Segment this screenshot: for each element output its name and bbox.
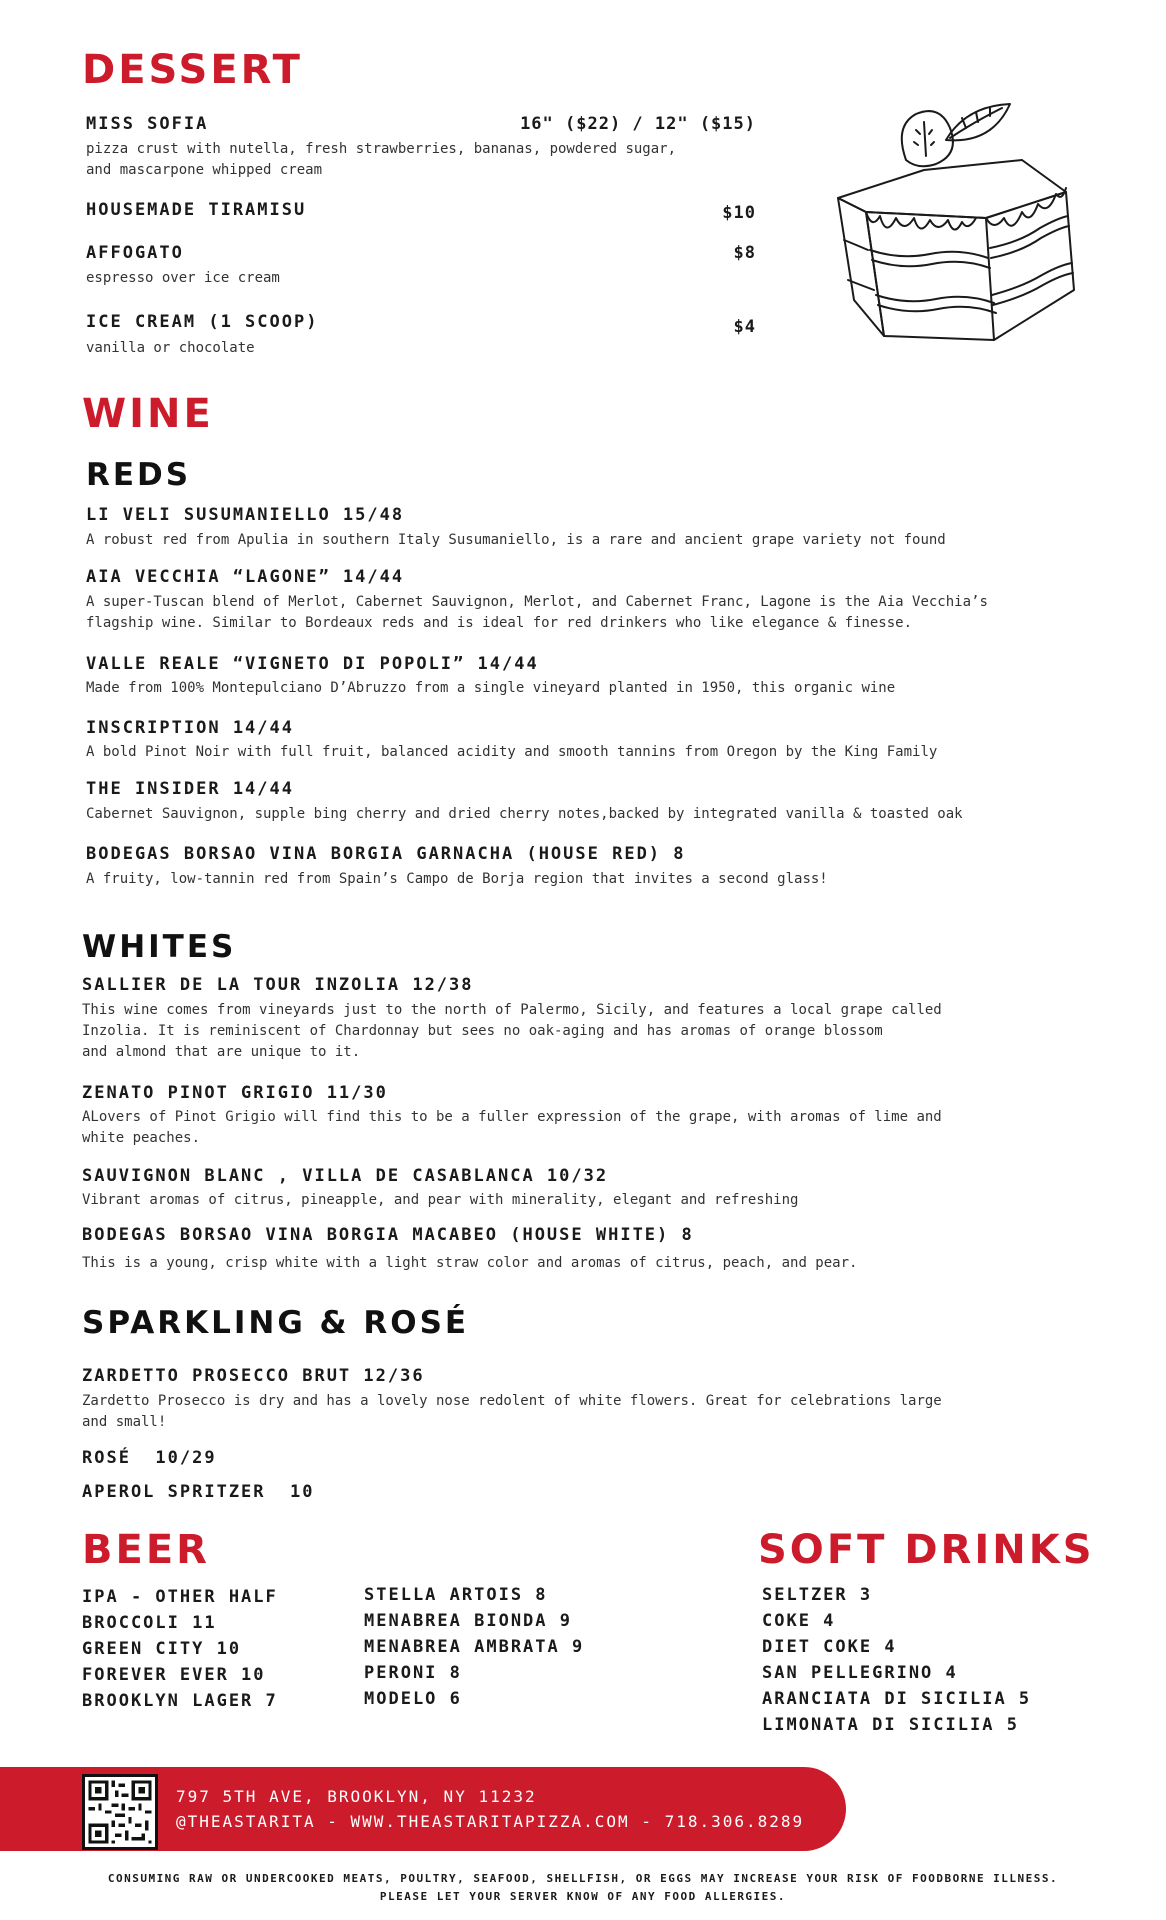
wine-title: WINE (82, 391, 214, 437)
list-item: MENABREA AMBRATA 9 (364, 1637, 585, 1657)
wine-item-name: SAUVIGNON BLANC , VILLA DE CASABLANCA 10/32 (82, 1166, 609, 1186)
whites-title: WHITES (82, 929, 237, 965)
wine-item-name: ZARDETTO PROSECCO BRUT 12/36 (82, 1366, 425, 1386)
wine-item-name: BODEGAS BORSAO VINA BORGIA MACABEO (HOUSE WHITE) 8 (82, 1225, 694, 1245)
list-item: COKE 4 (762, 1611, 836, 1631)
wine-item-desc: This is a young, crisp white with a light straw color and aromas of citrus, peach, and pear. (82, 1255, 858, 1271)
beer-list-right (364, 1582, 584, 1712)
dessert-title: DESSERT (82, 47, 303, 93)
wine-item-name: THE INSIDER 14/44 (86, 779, 294, 799)
wine-item-name: ZENATO PINOT GRIGIO 11/30 (82, 1083, 388, 1103)
soft-drinks-title: SOFT DRINKS (758, 1527, 1095, 1573)
list-item: LIMONATA DI SICILIA 5 (762, 1715, 1019, 1735)
dessert-item-price: $8 (733, 243, 756, 263)
wine-item-desc: Vibrant aromas of citrus, pineapple, and pear with minerality, elegant and refreshing (82, 1192, 799, 1208)
list-item: DIET COKE 4 (762, 1637, 897, 1657)
wine-item-desc: Zardetto Prosecco is dry and has a lovely nose redolent of white flowers. Great for celebrations large and small! (82, 1393, 942, 1430)
beer-list-left (82, 1584, 278, 1714)
dessert-item-price: 16" ($22) / 12" ($15) (520, 114, 756, 134)
wine-item-desc: A robust red from Apulia in southern Italy Susumaniello, is a rare and ancient grape variety not found (86, 532, 946, 548)
list-item: PERONI 8 (364, 1663, 462, 1683)
wine-item-name: LI VELI SUSUMANIELLO 15/48 (86, 505, 405, 525)
qr-code-icon[interactable] (82, 1774, 158, 1850)
list-item: FOREVER EVER 10 (82, 1665, 266, 1685)
list-item: BROCCOLI 11 (82, 1613, 217, 1633)
cake-slice-illustration (826, 100, 1082, 350)
beer-title: BEER (82, 1527, 210, 1573)
footer-address: 797 5TH AVE, BROOKLYN, NY 11232 (176, 1787, 537, 1806)
wine-item-desc: Made from 100% Montepulciano D’Abruzzo from a single vineyard planted in 1950, this organic wine (86, 680, 896, 696)
wine-item-name: APEROL SPRITZER 10 (82, 1482, 315, 1502)
dessert-item-name: MISS SOFIA (86, 114, 209, 134)
list-item: BROOKLYN LAGER 7 (82, 1691, 278, 1711)
dessert-item-name: HOUSEMADE TIRAMISU (86, 200, 307, 220)
allergy-disclaimer: CONSUMING RAW OR UNDERCOOKED MEATS, POULTRY, SEAFOOD, SHELLFISH, OR EGGS MAY INCREASE YOUR RISK OF FOODBORNE ILLNESS. PLEASE LET YOUR SERVER KNOW OF ANY FOOD ALLERGIES. (107, 1872, 1059, 1903)
list-item: STELLA ARTOIS 8 (364, 1585, 548, 1605)
wine-item-name: AIA VECCHIA “LAGONE” 14/44 (86, 567, 405, 587)
wine-item-name: VALLE REALE “VIGNETO DI POPOLI” 14/44 (86, 654, 539, 674)
wine-item-name: BODEGAS BORSAO VINA BORGIA GARNACHA (HOUSE RED) 8 (86, 844, 686, 864)
list-item: SELTZER 3 (762, 1585, 873, 1605)
list-item: MENABREA BIONDA 9 (364, 1611, 572, 1631)
dessert-item-desc: vanilla or chocolate (86, 340, 255, 356)
wine-item-name: INSCRIPTION 14/44 (86, 718, 294, 738)
wine-item-desc: This wine comes from vineyards just to the north of Palermo, Sicily, and features a local grape called Inzolia. It is reminiscent of Chardonnay but sees no oak-aging and has aromas of orange blossom and almond that are unique to it. (82, 1002, 942, 1060)
dessert-item-name: ICE CREAM (1 SCOOP) (86, 312, 319, 332)
list-item: SAN PELLEGRINO 4 (762, 1663, 958, 1683)
list-item: GREEN CITY 10 (82, 1639, 242, 1659)
list-item: ARANCIATA DI SICILIA 5 (762, 1689, 1032, 1709)
list-item: IPA - OTHER HALF (82, 1587, 278, 1607)
wine-item-desc: Cabernet Sauvignon, supple bing cherry and dried cherry notes,backed by integrated vanilla & toasted oak (86, 806, 963, 822)
list-item: MODELO 6 (364, 1689, 462, 1709)
wine-item-desc: A bold Pinot Noir with full fruit, balanced acidity and smooth tannins from Oregon by the King Family (86, 744, 938, 760)
footer-contact[interactable]: @THEASTARITA - WWW.THEASTARITAPIZZA.COM - 718.306.8289 (176, 1812, 805, 1831)
wine-item-desc: A fruity, low-tannin red from Spain’s Campo de Borja region that invites a second glass! (86, 871, 828, 887)
dessert-item-desc: espresso over ice cream (86, 270, 280, 286)
reds-title: REDS (86, 457, 192, 493)
sparkling-title: SPARKLING & ROSÉ (82, 1305, 470, 1341)
wine-item-name: ROSÉ 10/29 (82, 1448, 217, 1468)
wine-item-desc: A super-Tuscan blend of Merlot, Cabernet Sauvignon, Merlot, and Cabernet Franc, Lagone is the Aia Vecchia’s flagship wine. Similar to Bordeaux reds and is ideal for red drinkers who like elegance & finesse. (86, 594, 988, 631)
dessert-item-price: $10 (722, 203, 756, 223)
wine-item-name: SALLIER DE LA TOUR INZOLIA 12/38 (82, 975, 474, 995)
soft-drinks-list (762, 1582, 1031, 1738)
dessert-item-desc: pizza crust with nutella, fresh strawberries, bananas, powdered sugar, and mascarpone whipped cream (86, 141, 677, 178)
wine-item-desc: ALovers of Pinot Grigio will find this to be a fuller expression of the grape, with aromas of lime and white peaches. (82, 1109, 942, 1146)
dessert-item-name: AFFOGATO (86, 243, 184, 263)
dessert-item-price: $4 (733, 317, 756, 337)
